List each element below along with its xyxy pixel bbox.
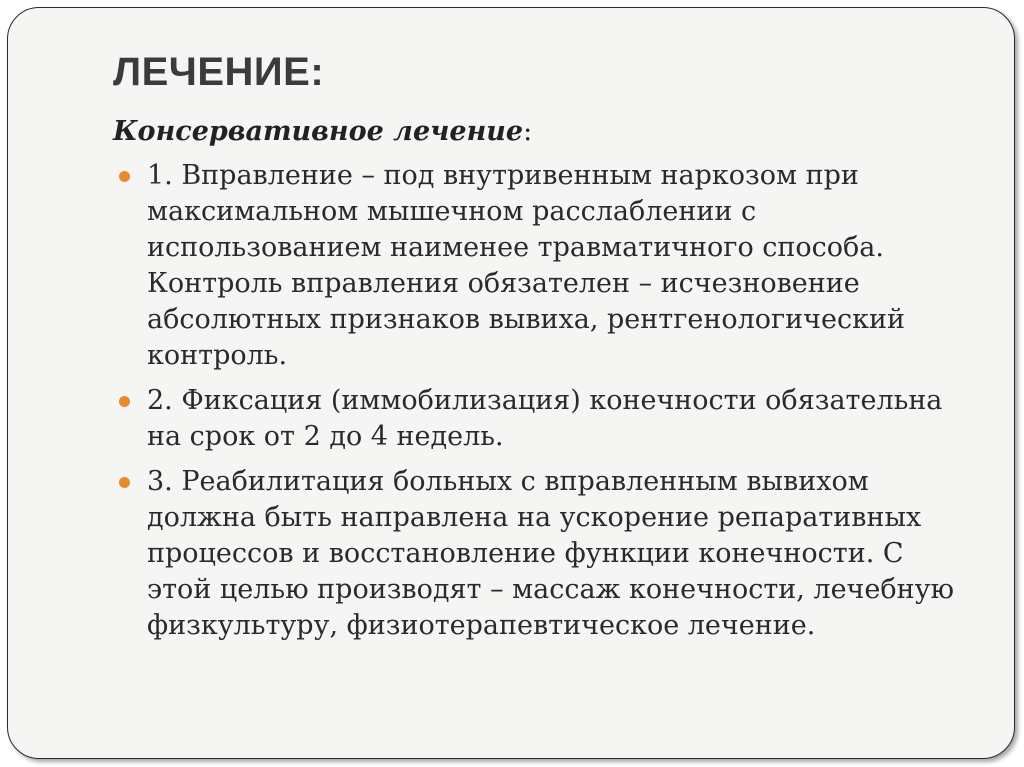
bullet-icon <box>119 171 130 182</box>
list-item <box>113 383 963 455</box>
list-item <box>113 464 963 644</box>
slide <box>7 7 1015 759</box>
list-item-text: 3. Реабилитация больных с вправленным вывихом должна быть направлена на ускорение репаративных процессов и восстановление функции конечности. С этой целью производят – массаж конечности, лечебную физкультуру, физиотерапевтическое лечение. <box>147 466 955 641</box>
slide-title: ЛЕЧЕНИЕ: <box>113 50 325 94</box>
subtitle-emphasis: Консервативное лечение <box>113 116 524 147</box>
subtitle <box>113 112 532 152</box>
list-item-text: 1. Вправление – под внутривенным наркозом при максимальном мышечном расслаблении с использованием наименее травматичного способа. Контроль вправления обязателен – исчезновение абсолютных признаков вывиха, рентгенологический контроль. <box>147 160 905 371</box>
bullet-icon <box>119 396 130 407</box>
bullet-icon <box>119 477 130 488</box>
list-item-text: 2. Фиксация (иммобилизация) конечности обязательна на срок от 2 до 4 недель. <box>147 385 943 452</box>
treatment-list <box>113 158 963 653</box>
list-item <box>113 158 963 374</box>
subtitle-suffix: : <box>523 116 533 147</box>
